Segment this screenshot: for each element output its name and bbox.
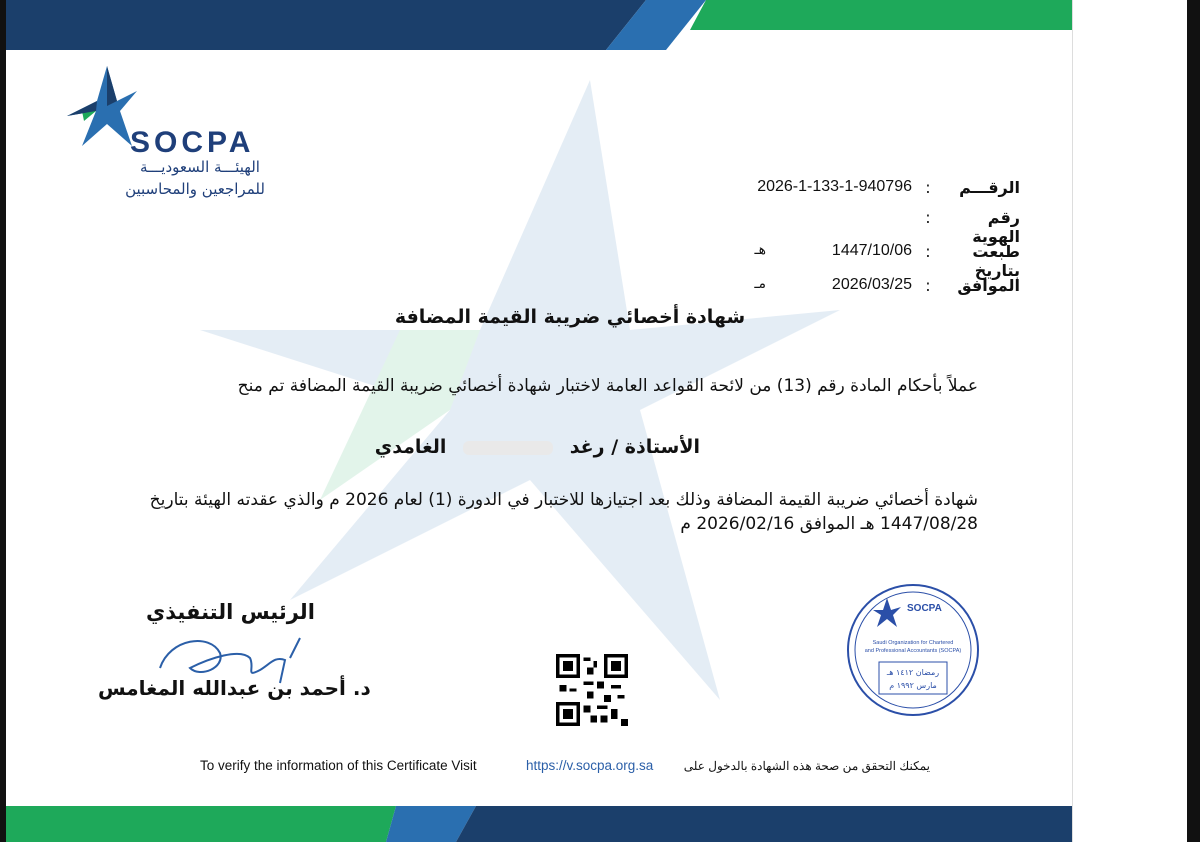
- qr-code-icon: [556, 654, 628, 726]
- gregorian-suffix: مـ: [754, 276, 766, 292]
- certificate-intro: عملاً بأحكام المادة رقم (13) من لائحة القواعد العامة لاختبار شهادة أخصائي ضريبة القيمة المضافة تم منح: [237, 376, 978, 396]
- certificate-statement-line-2: 1447/08/28 هـ الموافق 2026/02/16 م: [680, 514, 978, 534]
- corresponding-date-label: الموافق: [957, 276, 1020, 295]
- colon: :: [925, 178, 931, 197]
- id-label: رقم الهوية: [972, 208, 1020, 246]
- right-margin: [1072, 0, 1200, 842]
- logo-wordmark: SOCPA: [130, 126, 255, 159]
- logo-arabic-line-1: الهيئـــة السعوديـــة: [140, 158, 260, 176]
- certificate-title: شهادة أخصائي ضريبة القيمة المضافة: [394, 306, 746, 328]
- seal-english-line-1: Saudi Organization for Chartered: [872, 640, 954, 646]
- meta-id-row: [640, 208, 1020, 246]
- verify-link[interactable]: https://v.socpa.org.sa: [526, 758, 654, 773]
- recipient-name: [300, 436, 700, 458]
- seal-arabic-date-1: رمضان ١٤١٢ هـ: [886, 668, 940, 677]
- left-frame-edge: [0, 0, 6, 842]
- recipient-first-name: رغد: [569, 436, 605, 458]
- meta-corresponding-row: [640, 276, 1020, 304]
- corresponding-date-value: 2026/03/25: [831, 276, 912, 293]
- meta-number-row: [640, 178, 1020, 206]
- verify-english-text: To verify the information of this Certificate Visit: [200, 758, 477, 773]
- seal-wordmark: SOCPA: [907, 603, 942, 614]
- logo-arabic-line-2: للمراجعين والمحاسبين: [125, 180, 265, 198]
- recipient-prefix: الأستاذة /: [611, 436, 700, 458]
- verify-line: [200, 758, 930, 778]
- signatory-name: د. أحمد بن عبدالله المغامس: [98, 676, 371, 700]
- top-band: [6, 0, 1072, 50]
- certificate-number: 2026-1-133-1-940796: [757, 178, 912, 195]
- hijri-suffix: هـ: [754, 242, 766, 258]
- printed-date-label: طبعت بتاريخ: [972, 242, 1020, 280]
- redacted-name: [463, 441, 553, 455]
- seal-english-line-2: and Professional Accountants (SOCPA): [864, 648, 962, 654]
- recipient-last-name: الغامدي: [374, 436, 447, 458]
- seal-arabic-date-2: مارس ١٩٩٢ م: [889, 681, 937, 690]
- bottom-band: [6, 800, 1072, 842]
- signature-title: الرئيس التنفيذي: [146, 600, 315, 624]
- verify-arabic-text: يمكنك التحقق من صحة هذه الشهادة بالدخول على: [683, 759, 930, 773]
- socpa-seal-stamp: [845, 582, 981, 718]
- meta-printed-row: [640, 242, 1020, 280]
- certificate-statement-line-1: شهادة أخصائي ضريبة القيمة المضافة وذلك بعد اجتيازها للاختبار في الدورة (1) لعام 2026 م والذي عقدته الهيئة بتاريخ: [149, 490, 978, 510]
- colon: :: [925, 276, 931, 295]
- colon: :: [925, 242, 931, 261]
- printed-date-value: 1447/10/06: [831, 242, 912, 259]
- colon: :: [925, 208, 931, 227]
- number-label: الرقـــم: [959, 178, 1020, 197]
